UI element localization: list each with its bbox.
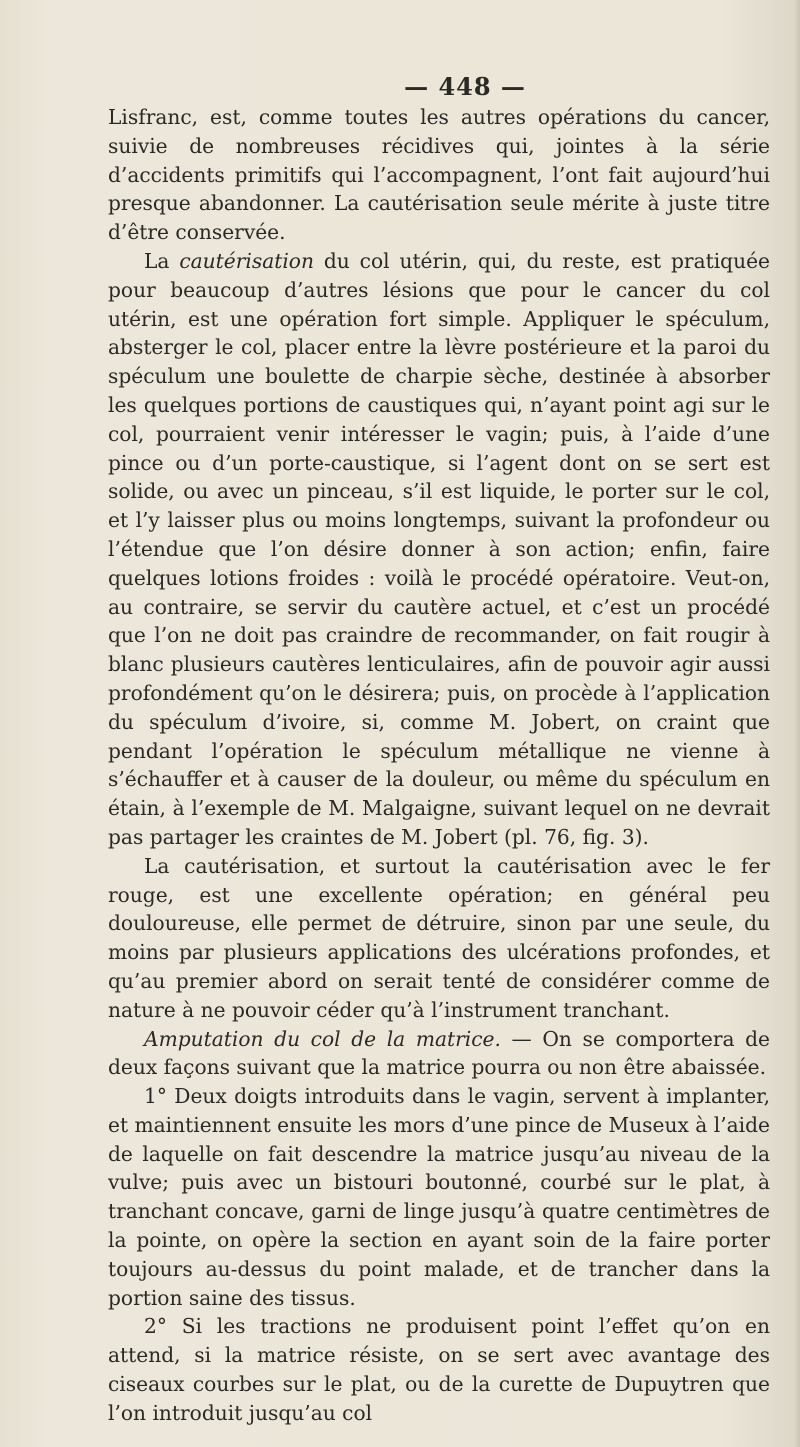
paragraph-1 bbox=[108, 103, 770, 247]
paragraph-2-text: du col utérin, qui, du reste, est pratiquée pour beaucoup d’autres lésions que pour le cancer du col utérin, est une opération fort simple. Appliquer le spéculum, absterger le col, placer entre la lèvre postérieure et la paroi du spéculum une boulette de charpie sèche, destinée à absorber les quelques portions de caustiques qui, n’ayant point agi sur le col, pourraient venir intéresser le vagin; puis, à l’aide d’une pince ou d’un porte-caustique, si l’agent dont on se sert est solide, ou avec un pinceau, s’il est liquide, le porter sur le col, et l’y laisser plus ou moins longtemps, suivant la profondeur ou l’étendue que l’on désire donner à son action; enfin, faire quelques lotions froides : voilà le procédé opératoire. Veut-on, au contraire, se servir du cautère actuel, et c’est un procédé que l’on ne doit pas craindre de recommander, on fait rougir à blanc plusieurs cautères lenticulaires, afin de pouvoir agir aussi profondément qu’on le désirera; puis, on procède à l’application du spéculum d’ivoire, si, comme M. Jobert, on craint que pendant l’opération le spéculum métallique ne vienne à s’échauffer et à causer de la douleur, ou même du spéculum en étain, à l’exemple de M. Malgaigne, suivant lequel on ne devrait pas partager les craintes de M. Jobert (pl. 76, fig. 3). bbox=[108, 248, 770, 849]
paragraph-step-2 bbox=[108, 1312, 770, 1427]
section-heading-amputation: Amputation du col de la matrice. bbox=[144, 1026, 501, 1051]
paragraph-cauterisation bbox=[108, 247, 770, 852]
paragraph-4-text: — On se comportera de deux façons suivant que la matrice pourra ou non être abaissée. bbox=[108, 1026, 771, 1080]
paragraph-6-text: 2° Si les tractions ne produisent point l’effet qu’on en attend, si la matrice résiste, on se sert avec avantage des ciseaux courbes sur le plat, ou de la curette de Dupuytren que l’on introduit jusqu’au col bbox=[108, 1314, 770, 1425]
paragraph-3-text: La cautérisation, et surtout la cautérisation avec le fer rouge, est une excellente opération; en général peu douloureuse, elle permet de détruire, sinon par une seule, du moins par plusieurs applications des ulcérations profondes, et qu’au premier abord on serait tenté de considérer comme de nature à ne pouvoir céder qu’à l’instrument tranchant. bbox=[108, 853, 770, 1022]
paragraph-5-text: 1° Deux doigts introduits dans le vagin, servent à implanter, et maintiennent ensuite les mors d’une pince de Museux à l’aide de laquelle on fait descendre la matrice jusqu’au niveau de la vulve; puis avec un bistouri boutonné, courbé sur le plat, à tranchant concave, garni de linge jusqu’à quatre centimètres de la pointe, on opère la section en ayant soin de la faire porter toujours au-dessus du point malade, et de trancher dans la portion saine des tissus. bbox=[108, 1084, 770, 1310]
paragraph-2-italic-term: cautérisation bbox=[179, 248, 314, 273]
page-number: — 448 — bbox=[404, 72, 526, 101]
paragraph-step-1 bbox=[108, 1082, 770, 1312]
paragraph-1-text: Lisfranc, est, comme toutes les autres opérations du cancer, suivie de nombreuses récidives qui, jointes à la série d’accidents primitifs qui l’accompagnent, l’ont fait aujourd’hui presque abandonner. La cautérisation seule mérite à juste titre d’être conservée. bbox=[108, 105, 770, 245]
page-edge-shadow bbox=[794, 0, 800, 1447]
paragraph-2-lead: La bbox=[144, 248, 180, 273]
paragraph-amputation bbox=[108, 1025, 770, 1083]
body-text bbox=[108, 103, 770, 1428]
paragraph-fer-rouge bbox=[108, 852, 770, 1025]
